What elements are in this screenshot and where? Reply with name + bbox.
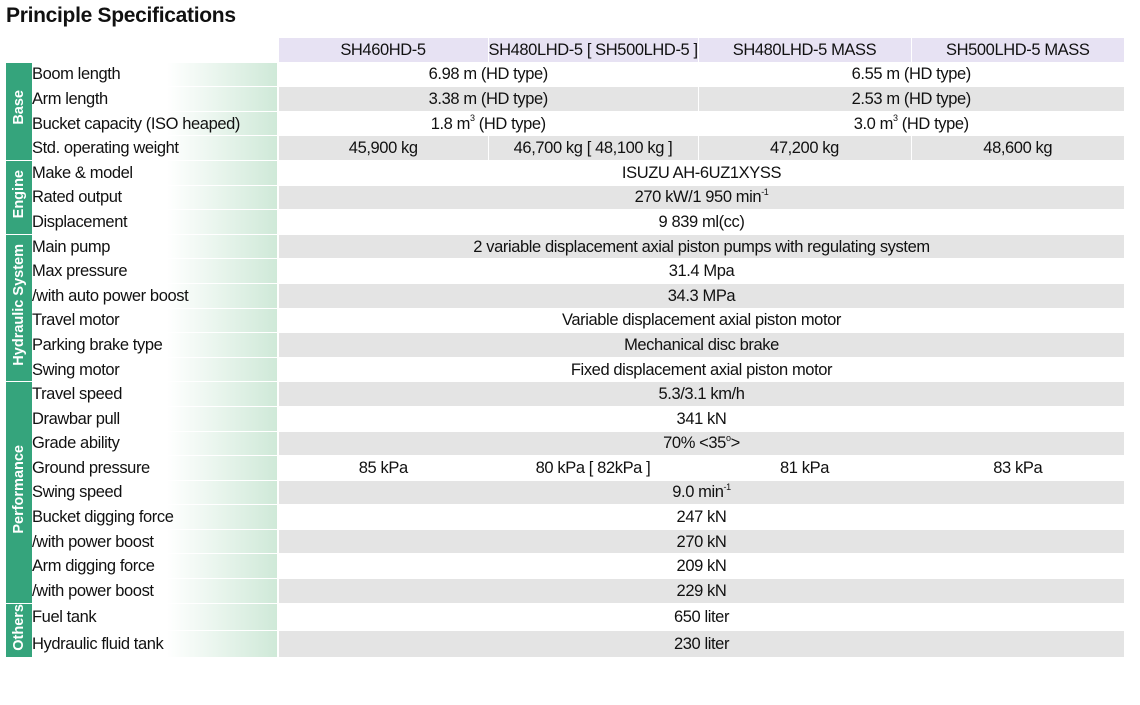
table-row <box>6 505 1124 530</box>
group-label-performance: Performance <box>6 382 32 603</box>
table-row <box>6 234 1124 259</box>
group-label-hydraulic: Hydraulic System <box>6 234 32 382</box>
row-value: 6.55 m (HD type) <box>698 62 1124 87</box>
group-label-base: Base <box>6 62 32 160</box>
row-value: 650 liter <box>278 603 1124 630</box>
row-value: 2 variable displacement axial piston pumps with regulating system <box>278 234 1124 259</box>
row-label: Fuel tank <box>32 603 278 630</box>
table-row <box>6 333 1124 358</box>
table-row <box>6 431 1124 456</box>
row-value: ISUZU AH-6UZ1XYSS <box>278 160 1124 185</box>
model-header: SH480LHD-5 MASS <box>698 38 911 62</box>
row-value: Fixed displacement axial piston motor <box>278 357 1124 382</box>
row-value: 47,200 kg <box>698 136 911 161</box>
table-row <box>6 136 1124 161</box>
table-row <box>6 603 1124 630</box>
row-value: 46,700 kg [ 48,100 kg ] <box>488 136 698 161</box>
row-label: /with auto power boost <box>32 283 278 308</box>
row-value: 3.0 $m^3$ (HD type) <box>698 111 1124 136</box>
row-value: 9 839 ml(cc) <box>278 210 1124 235</box>
row-value: Mechanical disc brake <box>278 333 1124 358</box>
row-value: 341 kN <box>278 406 1124 431</box>
row-value: 2.53 m (HD type) <box>698 87 1124 112</box>
row-label: Std. operating weight <box>32 136 278 161</box>
table-row <box>6 111 1124 136</box>
row-value: 247 kN <box>278 505 1124 530</box>
page-title: Principle Specifications <box>6 4 236 27</box>
table-row <box>6 529 1124 554</box>
row-label: Boom length <box>32 62 278 87</box>
model-header: SH500LHD-5 MASS <box>911 38 1124 62</box>
table-row <box>6 579 1124 604</box>
table-row <box>6 631 1124 658</box>
row-label: Hydraulic fluid tank <box>32 631 278 658</box>
row-value: 83 kPa <box>911 456 1124 481</box>
row-label: /with power boost <box>32 529 278 554</box>
row-label: Make & model <box>32 160 278 185</box>
row-value: 5.3/3.1 km/h <box>278 382 1124 407</box>
table-row <box>6 308 1124 333</box>
row-value: 80 kPa [ 82kPa ] <box>488 456 698 481</box>
row-value: $70\% <35^o>$ <box>278 431 1124 456</box>
table-row <box>6 357 1124 382</box>
row-value: 45,900 kg <box>278 136 488 161</box>
table-row <box>6 87 1124 112</box>
row-value: 1.8 $m^3$ (HD type) <box>278 111 698 136</box>
row-label: Displacement <box>32 210 278 235</box>
row-value: 34.3 MPa <box>278 283 1124 308</box>
row-label: Arm length <box>32 87 278 112</box>
spec-table <box>6 38 1124 658</box>
row-value: Variable displacement axial piston motor <box>278 308 1124 333</box>
row-value: 48,600 kg <box>911 136 1124 161</box>
row-label: Arm digging force <box>32 554 278 579</box>
row-label: Parking brake type <box>32 333 278 358</box>
row-label: Swing motor <box>32 357 278 382</box>
row-value: 9.0 $\min^{-1}$ <box>278 480 1124 505</box>
row-label: Bucket digging force <box>32 505 278 530</box>
row-label: Swing speed <box>32 480 278 505</box>
table-row <box>6 406 1124 431</box>
table-row <box>6 160 1124 185</box>
row-label: Grade ability <box>32 431 278 456</box>
row-label: Travel motor <box>32 308 278 333</box>
row-value: 270 kW/1 950 $\min^{-1}$ <box>278 185 1124 210</box>
row-label: /with power boost <box>32 579 278 604</box>
table-row <box>6 554 1124 579</box>
model-header: SH480LHD-5 [ SH500LHD-5 ] <box>488 38 698 62</box>
row-value: 81 kPa <box>698 456 911 481</box>
table-row <box>6 259 1124 284</box>
row-value: 31.4 Mpa <box>278 259 1124 284</box>
row-label: Bucket capacity (ISO heaped) <box>32 111 278 136</box>
table-row <box>6 62 1124 87</box>
table-row <box>6 283 1124 308</box>
row-label: Rated output <box>32 185 278 210</box>
table-row <box>6 480 1124 505</box>
table-row <box>6 456 1124 481</box>
row-value: 3.38 m (HD type) <box>278 87 698 112</box>
header-corner <box>6 38 278 62</box>
row-label: Travel speed <box>32 382 278 407</box>
group-label-engine: Engine <box>6 160 32 234</box>
table-row <box>6 382 1124 407</box>
row-value: 270 kN <box>278 529 1124 554</box>
table-row <box>6 210 1124 235</box>
row-value: 230 liter <box>278 631 1124 658</box>
group-label-others: Others <box>6 603 32 658</box>
row-label: Drawbar pull <box>32 406 278 431</box>
table-row <box>6 185 1124 210</box>
row-value: 85 kPa <box>278 456 488 481</box>
row-label: Main pump <box>32 234 278 259</box>
row-label: Ground pressure <box>32 456 278 481</box>
row-value: 209 kN <box>278 554 1124 579</box>
row-value: 229 kN <box>278 579 1124 604</box>
row-value: 6.98 m (HD type) <box>278 62 698 87</box>
row-label: Max pressure <box>32 259 278 284</box>
model-header: SH460HD-5 <box>278 38 488 62</box>
model-header-row <box>6 38 1124 62</box>
